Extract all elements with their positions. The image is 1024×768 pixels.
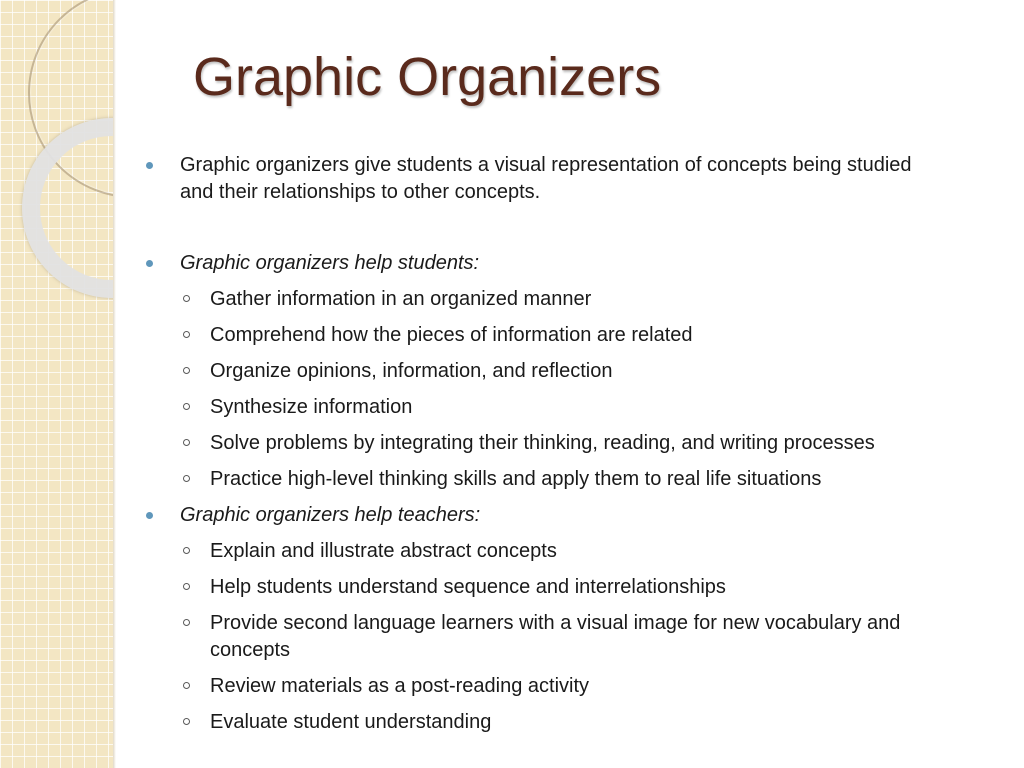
bullet-dot-icon	[146, 260, 153, 267]
sub-bullet-text: Explain and illustrate abstract concepts	[210, 540, 557, 562]
sub-bullet-item	[146, 394, 946, 421]
bullet-text: Graphic organizers give students a visual representation of concepts being studied and their relationships to other concepts.	[180, 154, 912, 203]
sub-bullet-item	[146, 286, 946, 313]
sub-bullet-item	[146, 538, 946, 565]
sub-bullet-circle-icon	[183, 367, 190, 374]
sub-bullet-text: Help students understand sequence and interrelationships	[210, 576, 726, 598]
sub-bullet-circle-icon	[183, 331, 190, 338]
bullet-item	[146, 502, 946, 529]
sub-bullet-text: Gather information in an organized manner	[210, 288, 592, 310]
sub-bullet-text: Review materials as a post-reading activity	[210, 675, 590, 697]
sub-bullet-circle-icon	[183, 475, 190, 482]
sub-bullet-circle-icon	[183, 718, 190, 725]
sub-bullet-text: Provide second language learners with a visual image for new vocabulary and concepts	[210, 612, 901, 661]
sub-bullet-circle-icon	[183, 619, 190, 626]
sub-bullet-item	[146, 466, 946, 493]
sub-bullet-circle-icon	[183, 439, 190, 446]
sub-bullet-text: Evaluate student understanding	[210, 711, 492, 733]
sub-bullet-item	[146, 430, 946, 457]
sub-bullet-circle-icon	[183, 403, 190, 410]
decorative-ring-thick	[22, 118, 113, 298]
sub-bullet-item	[146, 574, 946, 601]
sub-bullet-circle-icon	[183, 682, 190, 689]
bullet-text: Graphic organizers help students:	[180, 252, 480, 274]
bullet-item	[146, 152, 946, 206]
sub-bullet-item	[146, 709, 946, 736]
bullet-text: Graphic organizers help teachers:	[180, 504, 481, 526]
sub-bullet-item	[146, 673, 946, 700]
sub-bullet-item	[146, 322, 946, 349]
side-band-edge-shadow	[113, 0, 116, 768]
sub-bullet-item	[146, 358, 946, 385]
bullet-item	[146, 250, 946, 277]
sub-bullet-circle-icon	[183, 583, 190, 590]
sub-bullet-circle-icon	[183, 295, 190, 302]
slide-content	[146, 152, 946, 736]
sub-bullet-item	[146, 610, 946, 664]
sub-bullet-text: Organize opinions, information, and reflection	[210, 360, 613, 382]
sub-bullet-text: Synthesize information	[210, 396, 413, 418]
sub-bullet-text: Comprehend how the pieces of information are related	[210, 324, 693, 346]
bullet-dot-icon	[146, 512, 153, 519]
sub-bullet-text: Practice high-level thinking skills and apply them to real life situations	[210, 468, 822, 490]
sub-bullet-text: Solve problems by integrating their thinking, reading, and writing processes	[210, 432, 875, 454]
slide-title: Graphic Organizers	[193, 47, 662, 107]
decorative-side-band	[0, 0, 113, 768]
bullet-dot-icon	[146, 162, 153, 169]
sub-bullet-circle-icon	[183, 547, 190, 554]
